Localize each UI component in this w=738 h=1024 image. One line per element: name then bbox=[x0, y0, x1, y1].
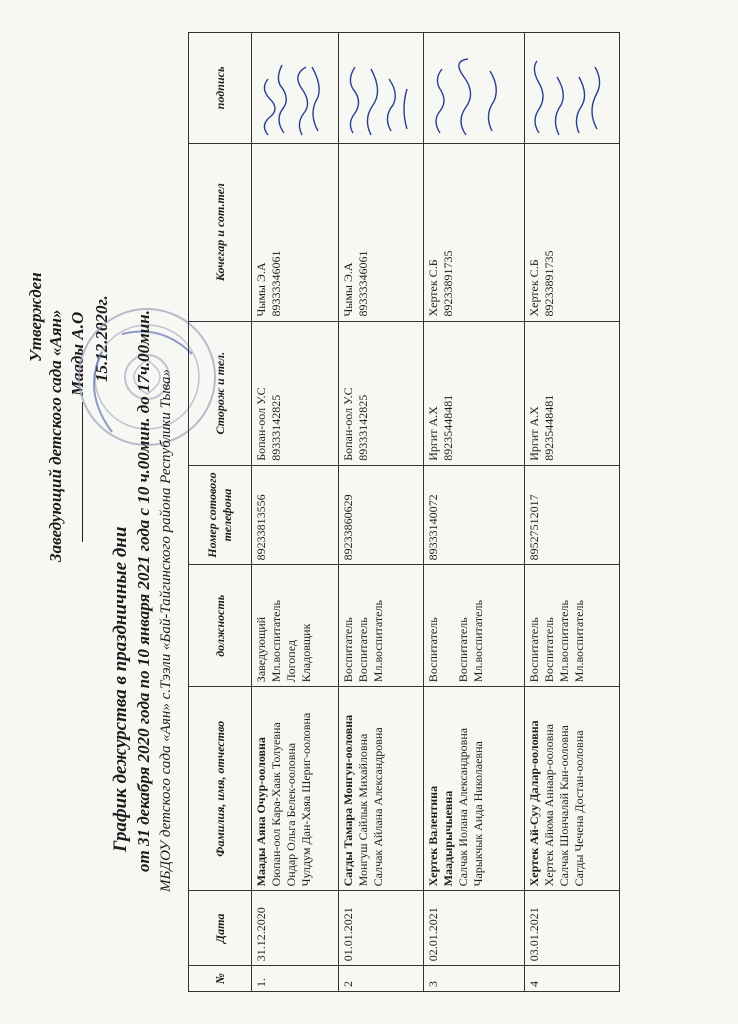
row-positions bbox=[424, 565, 525, 687]
position-line: Воспитатель bbox=[426, 617, 440, 683]
name-line: Ондар Ольга Белек-ооловна bbox=[284, 742, 298, 887]
handwritten-signatures bbox=[339, 33, 424, 144]
table-row bbox=[424, 33, 525, 992]
name-line: Салчак Айлана Александровна bbox=[371, 727, 385, 887]
position-line: Воспитатель bbox=[456, 617, 470, 683]
position-line: Мл.воспитатель bbox=[557, 600, 571, 683]
guard-phone: 89235448481 bbox=[441, 394, 455, 461]
row-names bbox=[525, 687, 620, 891]
row-positions bbox=[525, 565, 620, 687]
stoker-phone: 89233891735 bbox=[542, 250, 556, 317]
col-signature: подпись bbox=[189, 33, 252, 144]
col-position: должность bbox=[189, 565, 252, 687]
row-guard bbox=[424, 321, 525, 465]
row-stoker bbox=[424, 143, 525, 321]
row-guard bbox=[525, 321, 620, 465]
name-line: Монгуш Сайлык Михайловна bbox=[356, 733, 370, 887]
handwritten-signatures bbox=[525, 33, 620, 144]
table-row bbox=[339, 33, 424, 992]
name-line: Чарыкчык Аида Николаевна bbox=[471, 741, 485, 887]
name-line: Чулдум Дан-Хаяа Шериг-ооловна bbox=[299, 712, 313, 887]
position-line: Воспитатель bbox=[341, 617, 355, 683]
guard-phone: 89333142825 bbox=[356, 394, 370, 461]
guard-phone: 89333142825 bbox=[269, 394, 283, 461]
guard-name: Иргит А.Х bbox=[426, 406, 440, 461]
name-line: Хертек Айюма Аннаар-ооловна bbox=[542, 723, 556, 887]
name-line: Хертек Ай-Суу Далар-ооловна bbox=[527, 720, 541, 887]
row-number: 1. bbox=[252, 966, 339, 992]
stoker-name: Хертек С.Б bbox=[426, 259, 440, 317]
col-guard: Сторож и тел. bbox=[189, 321, 252, 465]
stoker-phone: 89333346061 bbox=[356, 250, 370, 317]
name-line: Оюпан-оол Кара-Хаак Толуевна bbox=[269, 722, 283, 887]
approval-date: 15.12.2020г. bbox=[92, 295, 111, 382]
row-positions bbox=[339, 565, 424, 687]
position-line: Мл.воспитатель bbox=[471, 600, 485, 683]
guard-name: Бопан-оол У.С bbox=[254, 387, 268, 461]
row-phone: 89527512017 bbox=[525, 465, 620, 565]
col-number: № bbox=[189, 966, 252, 992]
name-line: Сагды Чечена Достан-ооловна bbox=[572, 730, 586, 887]
position-line: Кладовщик bbox=[299, 623, 313, 683]
row-phone: 89233860629 bbox=[339, 465, 424, 565]
approval-name: Маады А.О bbox=[68, 311, 87, 396]
guard-name: Бопан-оол У.С bbox=[341, 387, 355, 461]
position-line: Логопед bbox=[284, 640, 298, 683]
organization-line: МБДОУ детского сада «Аян» с.Тээли «Бай-Тайгинского района Республики Тыва» bbox=[158, 368, 174, 892]
stoker-name: Хертек С.Б bbox=[527, 259, 541, 317]
table-row bbox=[525, 33, 620, 992]
approval-position: Заведующий детского сада «Аян» bbox=[46, 309, 65, 562]
row-number: 3 bbox=[424, 966, 525, 992]
row-names bbox=[424, 687, 525, 891]
name-line: Маады Аяна Очур-ооловна bbox=[254, 737, 268, 887]
stoker-name: Чымы Э.А bbox=[254, 262, 268, 317]
guard-name: Иргит А.Х bbox=[527, 406, 541, 461]
row-phone: 89333140072 bbox=[424, 465, 525, 565]
name-line: Салчак Шончалай Кан-ооловна bbox=[557, 725, 571, 887]
rotated-sheet bbox=[12, 12, 712, 1012]
row-date: 31.12.2020 bbox=[252, 891, 339, 966]
document-subtitle: от 31 декабря 2020 года по 10 января 2021 года с 10 ч.00мин. до 17ч.00мин. bbox=[134, 310, 153, 872]
position-line: Мл.воспитатель bbox=[269, 600, 283, 683]
stoker-phone: 89233891735 bbox=[441, 250, 455, 317]
name-line: Хертек Валентина bbox=[426, 785, 440, 887]
row-number: 2 bbox=[339, 966, 424, 992]
position-line: Заведующий bbox=[254, 616, 268, 683]
position-line: Мл.воспитатель bbox=[572, 600, 586, 683]
position-line: Воспитатель bbox=[542, 617, 556, 683]
position-line: Воспитатель bbox=[356, 617, 370, 683]
row-date: 01.01.2021 bbox=[339, 891, 424, 966]
row-stoker bbox=[339, 143, 424, 321]
row-phone: 89233813556 bbox=[252, 465, 339, 565]
table-header-row bbox=[189, 33, 252, 992]
duty-schedule-table bbox=[188, 32, 620, 992]
row-positions bbox=[252, 565, 339, 687]
handwritten-signatures bbox=[424, 33, 525, 144]
position-line: Мл.воспитатель bbox=[371, 600, 385, 683]
col-full-name: Фамилия, имя, отчество bbox=[189, 687, 252, 891]
position-line bbox=[441, 569, 456, 682]
row-stoker bbox=[525, 143, 620, 321]
row-guard bbox=[339, 321, 424, 465]
name-line: Салчак Иолана Александровна bbox=[456, 727, 470, 887]
col-stoker: Кочегар и сот.тел bbox=[189, 143, 252, 321]
col-phone: Номер сотового телефона bbox=[189, 465, 252, 565]
position-line: Воспитатель bbox=[527, 617, 541, 683]
handwritten-signatures bbox=[252, 33, 339, 144]
col-date: Дата bbox=[189, 891, 252, 966]
name-line: Маадырычыевна bbox=[441, 790, 455, 887]
document-title: График дежурства в праздничные дни bbox=[110, 526, 131, 852]
row-date: 03.01.2021 bbox=[525, 891, 620, 966]
row-stoker bbox=[252, 143, 339, 321]
name-line: Сагды Тамара Монгун-ооловна bbox=[341, 714, 355, 887]
approval-title: Утвержден bbox=[26, 272, 45, 362]
row-guard bbox=[252, 321, 339, 465]
stoker-name: Чымы Э.А bbox=[341, 262, 355, 317]
row-number: 4 bbox=[525, 966, 620, 992]
row-names bbox=[339, 687, 424, 891]
row-names bbox=[252, 687, 339, 891]
guard-phone: 89235448481 bbox=[542, 394, 556, 461]
table-row bbox=[252, 33, 339, 992]
row-date: 02.01.2021 bbox=[424, 891, 525, 966]
stoker-phone: 89333346061 bbox=[269, 250, 283, 317]
